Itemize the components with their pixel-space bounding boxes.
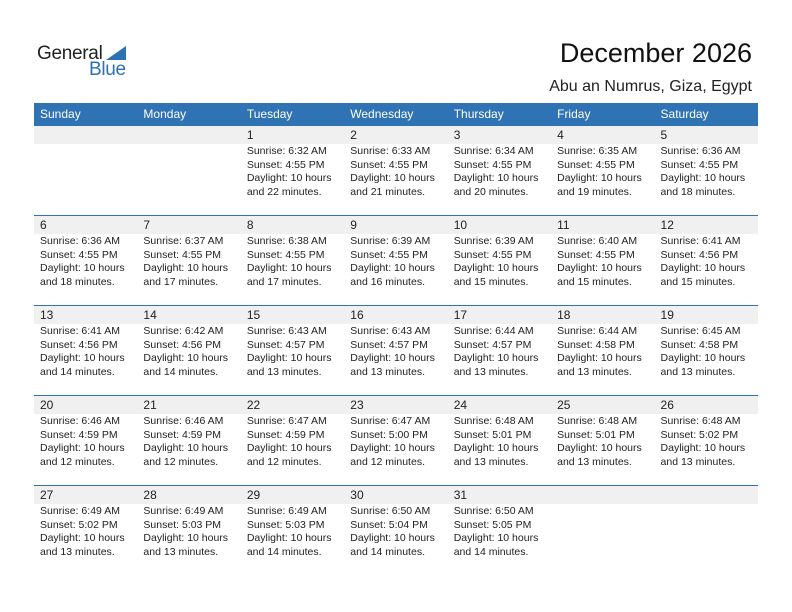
- day-number: 26: [660, 398, 674, 412]
- day-number: 31: [453, 488, 468, 502]
- day-number: 22: [246, 398, 261, 412]
- daylight-text: and 18 minutes.: [660, 185, 736, 198]
- day-number: 6: [40, 218, 47, 232]
- day-cell: [655, 144, 758, 199]
- day-cell: [344, 504, 447, 559]
- day-cell: [34, 234, 137, 289]
- daylight-text: Daylight: 10 hours: [453, 352, 539, 364]
- weekday-header-monday: Monday: [143, 107, 187, 121]
- daylight-text: Daylight: 10 hours: [350, 352, 435, 364]
- day-number: 27: [40, 488, 54, 502]
- sun-info-row: [34, 504, 758, 559]
- daylight-text: and 14 minutes.: [453, 545, 529, 558]
- day-number: 21: [143, 398, 157, 412]
- day-number: 19: [660, 308, 674, 322]
- day-cell: [448, 144, 551, 199]
- daylight-text: and 13 minutes.: [660, 455, 736, 468]
- daylight-text: and 21 minutes.: [350, 185, 425, 198]
- sunset-text: Sunset: 4:57 PM: [350, 338, 428, 351]
- day-cell: [137, 234, 240, 289]
- sunrise-text: Sunrise: 6:50 AM: [350, 505, 431, 517]
- date-number-row: [34, 396, 758, 414]
- sunset-text: Sunset: 4:55 PM: [350, 158, 428, 171]
- day-cell: [448, 504, 551, 559]
- sunset-text: Sunset: 4:55 PM: [557, 158, 635, 171]
- day-number: 2: [350, 128, 357, 142]
- daylight-text: Daylight: 10 hours: [350, 172, 435, 184]
- daylight-text: Daylight: 10 hours: [453, 172, 539, 184]
- day-number: 13: [40, 308, 54, 322]
- logo-text-blue: Blue: [89, 59, 126, 80]
- sunset-text: Sunset: 4:59 PM: [143, 428, 222, 441]
- daylight-text: Daylight: 10 hours: [350, 262, 435, 274]
- daylight-text: Daylight: 10 hours: [40, 262, 125, 274]
- sunrise-text: Sunrise: 6:36 AM: [660, 145, 741, 157]
- date-number-row: [34, 486, 758, 504]
- sunrise-text: Sunrise: 6:38 AM: [246, 235, 327, 247]
- sunrise-text: Sunrise: 6:47 AM: [350, 415, 431, 427]
- daylight-text: Daylight: 10 hours: [350, 442, 435, 454]
- daylight-text: and 13 minutes.: [40, 545, 115, 558]
- daylight-text: and 13 minutes.: [453, 455, 529, 468]
- day-number: 5: [660, 128, 668, 142]
- daylight-text: Daylight: 10 hours: [557, 262, 642, 274]
- day-number: 18: [557, 308, 571, 322]
- sunrise-text: Sunrise: 6:44 AM: [453, 325, 534, 337]
- sunrise-text: Sunrise: 6:37 AM: [143, 235, 224, 247]
- daylight-text: and 15 minutes.: [453, 275, 529, 288]
- daylight-text: and 13 minutes.: [143, 545, 219, 558]
- sunset-text: Sunset: 4:55 PM: [453, 158, 532, 171]
- day-number: 3: [453, 128, 461, 142]
- weekday-header-saturday: Saturday: [660, 107, 709, 121]
- day-cell: [551, 144, 654, 199]
- calendar-grid: [34, 103, 758, 575]
- day-cell: [241, 324, 344, 379]
- day-cell: [655, 414, 758, 469]
- sunset-text: Sunset: 5:02 PM: [40, 518, 118, 531]
- sunset-text: Sunset: 4:59 PM: [246, 428, 325, 441]
- daylight-text: Daylight: 10 hours: [660, 352, 746, 364]
- sunset-text: Sunset: 5:02 PM: [660, 428, 739, 441]
- day-cell: [551, 234, 654, 289]
- day-number: 7: [143, 218, 151, 232]
- week-row: [34, 215, 758, 305]
- day-cell: [344, 144, 447, 199]
- daylight-text: and 13 minutes.: [350, 365, 425, 378]
- daylight-text: Daylight: 10 hours: [40, 442, 125, 454]
- week-row: [34, 485, 758, 575]
- day-cell: [34, 414, 137, 469]
- sunrise-text: Sunrise: 6:40 AM: [557, 235, 638, 247]
- daylight-text: Daylight: 10 hours: [143, 442, 229, 454]
- day-number: 8: [246, 218, 254, 232]
- calendar-title: December 2026: [559, 38, 752, 68]
- sunset-text: Sunset: 5:03 PM: [246, 518, 325, 531]
- sunrise-text: Sunrise: 6:46 AM: [143, 415, 224, 427]
- day-number: 15: [246, 308, 261, 322]
- sunset-text: Sunset: 4:55 PM: [557, 248, 635, 261]
- day-cell: [344, 234, 447, 289]
- sunrise-text: Sunrise: 6:50 AM: [453, 505, 534, 517]
- day-cell: [344, 324, 447, 379]
- daylight-text: and 13 minutes.: [660, 365, 736, 378]
- sunset-text: Sunset: 4:59 PM: [40, 428, 118, 441]
- daylight-text: and 12 minutes.: [143, 455, 219, 468]
- daylight-text: and 18 minutes.: [40, 275, 115, 288]
- day-cell: [34, 324, 137, 379]
- day-number: 1: [246, 128, 254, 142]
- daylight-text: Daylight: 10 hours: [453, 262, 539, 274]
- daylight-text: and 14 minutes.: [40, 365, 115, 378]
- daylight-text: Daylight: 10 hours: [557, 442, 642, 454]
- sun-info-row: [34, 234, 758, 289]
- daylight-text: and 19 minutes.: [557, 185, 632, 198]
- daylight-text: Daylight: 10 hours: [453, 442, 539, 454]
- daylight-text: Daylight: 10 hours: [143, 352, 229, 364]
- week-row: [34, 305, 758, 395]
- week-row: [34, 395, 758, 485]
- sunset-text: Sunset: 4:56 PM: [660, 248, 739, 261]
- sun-info-row: [34, 144, 758, 199]
- daylight-text: and 13 minutes.: [557, 365, 632, 378]
- daylight-text: and 22 minutes.: [246, 185, 322, 198]
- sunset-text: Sunset: 4:55 PM: [350, 248, 428, 261]
- day-number: 11: [557, 218, 570, 232]
- daylight-text: Daylight: 10 hours: [453, 532, 539, 544]
- sunrise-text: Sunrise: 6:34 AM: [453, 145, 534, 157]
- sunrise-text: Sunrise: 6:43 AM: [246, 325, 327, 337]
- day-cell: [655, 504, 758, 559]
- sun-info-row: [34, 414, 758, 469]
- week-row: [34, 126, 758, 215]
- day-cell: [241, 234, 344, 289]
- daylight-text: and 14 minutes.: [350, 545, 425, 558]
- daylight-text: Daylight: 10 hours: [143, 262, 229, 274]
- day-cell: [655, 324, 758, 379]
- day-number: 29: [246, 488, 261, 502]
- sunrise-text: Sunrise: 6:48 AM: [660, 415, 741, 427]
- sunrise-text: Sunrise: 6:39 AM: [453, 235, 534, 247]
- day-number: 24: [453, 398, 468, 412]
- sunset-text: Sunset: 4:55 PM: [246, 158, 325, 171]
- day-number: 20: [40, 398, 54, 412]
- day-cell: [551, 414, 654, 469]
- sunrise-text: Sunrise: 6:44 AM: [557, 325, 638, 337]
- day-cell: [241, 504, 344, 559]
- sunset-text: Sunset: 4:57 PM: [246, 338, 325, 351]
- day-number: [655, 486, 758, 504]
- sunset-text: Sunset: 5:03 PM: [143, 518, 222, 531]
- sunrise-text: Sunrise: 6:41 AM: [40, 325, 120, 337]
- weekday-header-row: [34, 103, 758, 126]
- sunset-text: Sunset: 4:55 PM: [40, 248, 118, 261]
- day-number: 16: [350, 308, 364, 322]
- day-number: 14: [143, 308, 157, 322]
- sunrise-text: Sunrise: 6:46 AM: [40, 415, 120, 427]
- day-number: [137, 126, 240, 144]
- sunset-text: Sunset: 4:55 PM: [453, 248, 532, 261]
- sunrise-text: Sunrise: 6:48 AM: [453, 415, 534, 427]
- day-number: 23: [350, 398, 364, 412]
- day-number: 4: [557, 128, 564, 142]
- weekday-header-sunday: Sunday: [40, 107, 81, 121]
- sunset-text: Sunset: 4:55 PM: [246, 248, 325, 261]
- day-number: 30: [350, 488, 364, 502]
- daylight-text: and 15 minutes.: [557, 275, 632, 288]
- sunset-text: Sunset: 5:01 PM: [557, 428, 635, 441]
- day-number: 9: [350, 218, 357, 232]
- weekday-header-friday: Friday: [557, 107, 591, 121]
- sunset-text: Sunset: 4:55 PM: [660, 158, 739, 171]
- sunset-text: Sunset: 5:04 PM: [350, 518, 428, 531]
- date-number-row: [34, 216, 758, 234]
- day-number: 28: [143, 488, 157, 502]
- daylight-text: and 14 minutes.: [143, 365, 219, 378]
- day-number: 25: [557, 398, 571, 412]
- sunrise-text: Sunrise: 6:49 AM: [246, 505, 327, 517]
- daylight-text: and 16 minutes.: [350, 275, 425, 288]
- sunrise-text: Sunrise: 6:39 AM: [350, 235, 431, 247]
- sunrise-text: Sunrise: 6:45 AM: [660, 325, 741, 337]
- logo-text-general: General: [37, 43, 103, 64]
- daylight-text: Daylight: 10 hours: [660, 172, 746, 184]
- sunset-text: Sunset: 5:00 PM: [350, 428, 428, 441]
- day-cell: [34, 504, 137, 559]
- sunset-text: Sunset: 4:56 PM: [40, 338, 118, 351]
- weekday-header-tuesday: Tuesday: [246, 107, 293, 121]
- day-cell: [551, 324, 654, 379]
- daylight-text: Daylight: 10 hours: [246, 172, 332, 184]
- sunrise-text: Sunrise: 6:49 AM: [143, 505, 224, 517]
- daylight-text: Daylight: 10 hours: [40, 532, 125, 544]
- daylight-text: Daylight: 10 hours: [246, 442, 332, 454]
- sunrise-text: Sunrise: 6:42 AM: [143, 325, 224, 337]
- sun-info-row: [34, 324, 758, 379]
- daylight-text: and 14 minutes.: [246, 545, 322, 558]
- daylight-text: Daylight: 10 hours: [557, 172, 642, 184]
- sunrise-text: Sunrise: 6:48 AM: [557, 415, 638, 427]
- day-cell: [34, 144, 137, 199]
- sunrise-text: Sunrise: 6:35 AM: [557, 145, 638, 157]
- daylight-text: and 20 minutes.: [453, 185, 529, 198]
- daylight-text: Daylight: 10 hours: [143, 532, 229, 544]
- day-number: 17: [453, 308, 468, 322]
- day-cell: [448, 414, 551, 469]
- day-number: [34, 126, 137, 144]
- daylight-text: Daylight: 10 hours: [660, 442, 746, 454]
- daylight-text: Daylight: 10 hours: [246, 352, 332, 364]
- logo-triangle-icon: [106, 46, 126, 60]
- daylight-text: and 15 minutes.: [660, 275, 736, 288]
- daylight-text: and 12 minutes.: [40, 455, 115, 468]
- day-cell: [137, 414, 240, 469]
- daylight-text: Daylight: 10 hours: [660, 262, 746, 274]
- daylight-text: and 12 minutes.: [350, 455, 425, 468]
- day-cell: [137, 144, 240, 199]
- sunrise-text: Sunrise: 6:32 AM: [246, 145, 327, 157]
- daylight-text: and 17 minutes.: [246, 275, 322, 288]
- sunrise-text: Sunrise: 6:49 AM: [40, 505, 120, 517]
- date-number-row: [34, 126, 758, 144]
- day-cell: [655, 234, 758, 289]
- day-number: 12: [660, 218, 674, 232]
- day-cell: [137, 324, 240, 379]
- day-cell: [448, 324, 551, 379]
- day-cell: [551, 504, 654, 559]
- daylight-text: and 13 minutes.: [246, 365, 322, 378]
- sunrise-text: Sunrise: 6:47 AM: [246, 415, 327, 427]
- sunset-text: Sunset: 4:55 PM: [143, 248, 222, 261]
- sunset-text: Sunset: 4:57 PM: [453, 338, 532, 351]
- daylight-text: Daylight: 10 hours: [350, 532, 435, 544]
- daylight-text: Daylight: 10 hours: [557, 352, 642, 364]
- sunrise-text: Sunrise: 6:33 AM: [350, 145, 431, 157]
- daylight-text: and 13 minutes.: [453, 365, 529, 378]
- sunset-text: Sunset: 5:01 PM: [453, 428, 532, 441]
- sunset-text: Sunset: 4:58 PM: [557, 338, 635, 351]
- sunrise-text: Sunrise: 6:36 AM: [40, 235, 120, 247]
- sunrise-text: Sunrise: 6:41 AM: [660, 235, 741, 247]
- daylight-text: Daylight: 10 hours: [40, 352, 125, 364]
- date-number-row: [34, 306, 758, 324]
- weekday-header-wednesday: Wednesday: [350, 107, 414, 121]
- daylight-text: Daylight: 10 hours: [246, 532, 332, 544]
- daylight-text: Daylight: 10 hours: [246, 262, 332, 274]
- weekday-header-thursday: Thursday: [453, 107, 504, 121]
- daylight-text: and 12 minutes.: [246, 455, 322, 468]
- daylight-text: and 13 minutes.: [557, 455, 632, 468]
- generalblue-logo: [37, 43, 137, 83]
- day-cell: [448, 234, 551, 289]
- day-cell: [137, 504, 240, 559]
- day-cell: [241, 144, 344, 199]
- day-number: 10: [453, 218, 468, 232]
- sunrise-text: Sunrise: 6:43 AM: [350, 325, 431, 337]
- day-cell: [241, 414, 344, 469]
- daylight-text: and 17 minutes.: [143, 275, 219, 288]
- sunset-text: Sunset: 4:56 PM: [143, 338, 222, 351]
- calendar-location: Abu an Numrus, Giza, Egypt: [549, 78, 752, 95]
- sunset-text: Sunset: 4:58 PM: [660, 338, 739, 351]
- day-cell: [344, 414, 447, 469]
- day-number: [551, 486, 654, 504]
- sunset-text: Sunset: 5:05 PM: [453, 518, 532, 531]
- weeks-container: [34, 126, 758, 575]
